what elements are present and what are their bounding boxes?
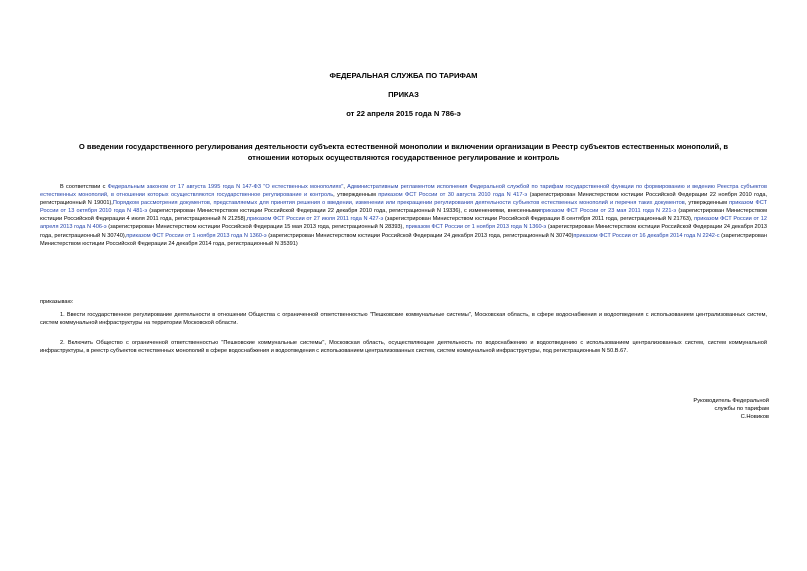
link-procedure[interactable]: Порядком рассмотрения документов, представляемых для принятия решения о введении, изменении или прекращении регулирования деятельности субъектов естественных монополий и перечня таких документов bbox=[112, 200, 685, 207]
order-word: приказываю: bbox=[40, 299, 74, 305]
preamble-text: В соответствии с bbox=[60, 184, 108, 190]
preamble-text: (зарегистрирован Министерством юстиции Российской Федерации 24 декабря 2013 года, регистрационный N 30740), bbox=[40, 224, 768, 239]
link-order-427[interactable]: приказом ФСТ России от 27 июля 2011 года N 427-э bbox=[246, 216, 384, 223]
document-date-number: от 22 апреля 2015 года N 786-э bbox=[346, 109, 461, 118]
order-item-1 bbox=[40, 311, 767, 327]
link-order-417[interactable]: приказом ФСТ России от 30 августа 2010 года N 417-э bbox=[378, 192, 528, 199]
preamble-text: , bbox=[343, 184, 348, 190]
link-order-2242[interactable]: приказом ФСТ России от 16 декабря 2014 года N 2242-с bbox=[573, 232, 720, 239]
preamble-text: (зарегистрирован Министерством юстиции Российской Федерации 24 декабря 2013 года, регистрационный N 30740) bbox=[266, 232, 574, 239]
preamble-text: , утвержденным bbox=[684, 200, 730, 207]
preamble-text: , утвержденным bbox=[333, 192, 379, 199]
preamble-text: (зарегистрирован Министерством юстиции Российской Федерации 4 июля 2011 года, регистрационный N 21258), bbox=[40, 208, 768, 223]
order-item-text: 2. Включить Общество с ограниченной ответственностью "Пешковские коммунальные системы", Московская область, осуществляющее деятельность по водоснабжению и водоотведению с использованием централизованных систем, систем коммунальной инфраструктуры, в реестр субъектов естественных монополий в сфере водоснабжения и водоотведения с использованием централизованных систем, систем коммунальной инфраструктуры, под регистрационным N 50.В.67. bbox=[40, 340, 767, 355]
link-order-406[interactable]: приказом ФСТ России от 12 апреля 2013 года N 406-э bbox=[40, 216, 767, 231]
link-order-1360[interactable]: приказом ФСТ России от 1 ноября 2013 года N 1360-э bbox=[405, 224, 547, 231]
document-type: ПРИКАЗ bbox=[388, 90, 419, 99]
link-federal-law[interactable]: Федеральным законом от 17 августа 1995 года N 147-ФЗ "О естественных монополиях" bbox=[107, 184, 344, 190]
signature-position: Руководитель Федеральной bbox=[693, 398, 769, 404]
link-order-481[interactable]: приказом ФСТ России от 13 октября 2010 года N 481-э bbox=[40, 200, 767, 215]
preamble-text: (зарегистрирован Министерством юстиции Российской Федерации 15 мая 2013 года, регистрационный N 28393), bbox=[106, 224, 406, 231]
signature-name: С.Новиков bbox=[740, 414, 769, 421]
signature-block bbox=[629, 397, 769, 422]
agency-name: ФЕДЕРАЛЬНАЯ СЛУЖБА ПО ТАРИФАМ bbox=[329, 71, 478, 80]
preamble-text: (зарегистрирован Министерством юстиции Российской Федерации 24 декабря 2014 года, регистрационный N 35391) bbox=[40, 232, 767, 247]
preamble-text: (зарегистрирован Министерством юстиции Российской Федерации 8 сентября 2011 года, регистрационный N 21763), bbox=[383, 216, 695, 223]
signature-agency: службы по тарифам bbox=[714, 406, 769, 413]
link-order-1360-repeat[interactable]: приказом ФСТ России от 1 ноября 2013 года N 1360-э bbox=[126, 232, 267, 239]
link-order-221[interactable]: приказом ФСТ России от 23 мая 2011 года N 221-э bbox=[539, 208, 677, 215]
preamble bbox=[40, 183, 767, 248]
preamble-text: (зарегистрирован Министерством юстиции Российской Федерации 22 ноября 2010 года, регистрационный N 19001), bbox=[40, 192, 767, 207]
document-title: О введении государственного регулирования деятельности субъекта естественной монополии и включении организации в Реестр субъектов естественных монополий, в отношении которых осуществляются государственное регулирование и контроль bbox=[78, 142, 729, 162]
preamble-text: (зарегистрирован Министерством юстиции Российской Федерации 22 декабря 2010 года, регистрационный N 19336), с изменениями, внесенными bbox=[147, 208, 540, 215]
order-item-text: 1. Ввести государственное регулирование деятельности в отношении Общества с ограниченной ответственностью "Пешковские коммунальные системы", Московская область, в сфере водоснабжения и водоотведения с использованием централизованных систем, систем коммунальной инфраструктуры на территории Московской области. bbox=[40, 312, 767, 327]
order-item-2 bbox=[40, 339, 767, 355]
link-admin-regulation[interactable]: Административным регламентом исполнения Федеральной службой по тарифам государственной функции по формированию и ведению Реестра субъектов естественных монополий, в отношении которых осуществляются государственное регулирование и контроль bbox=[40, 184, 768, 199]
